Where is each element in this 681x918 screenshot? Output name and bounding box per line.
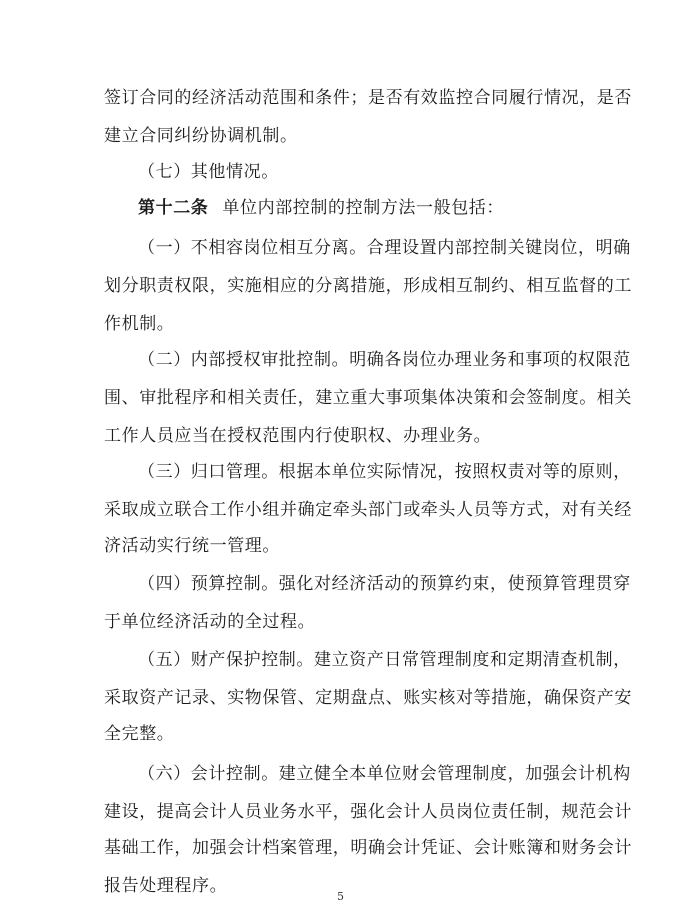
text-line: 工作人员应当在授权范围内行使职权、办理业务。 (104, 426, 492, 446)
text-line: 报告处理程序。 (104, 876, 228, 896)
text-line: （六）会计控制。建立健全本单位财会管理制度，加强会计机构 (138, 764, 631, 784)
article-text: 单位内部控制的控制方法一般包括： (222, 198, 505, 218)
text-line: 采取成立联合工作小组并确定牵头部门或牵头人员等方式，对有关经 (104, 500, 632, 520)
text-line: （三）归口管理。根据本单位实际情况，按照权责对等的原则， (138, 462, 631, 482)
page-number: 5 (337, 890, 344, 903)
text-line: 签订合同的经济活动范围和条件；是否有效监控合同履行情况，是否 (104, 88, 632, 108)
text-line: 于单位经济活动的全过程。 (104, 612, 316, 632)
text-line: 作机制。 (104, 314, 175, 334)
text-line: （五）财产保护控制。建立资产日常管理制度和定期清查机制， (138, 650, 631, 670)
text-line: 基础工作，加强会计档案管理，明确会计凭证、会计账簿和财务会计 (104, 838, 632, 858)
text-line: （四）预算控制。强化对经济活动的预算约束，使预算管理贯穿 (138, 574, 631, 594)
text-line: 建设，提高会计人员业务水平，强化会计人员岗位责任制，规范会计 (104, 802, 632, 822)
text-line: 划分职责权限，实施相应的分离措施，形成相互制约、相互监督的工 (104, 276, 632, 296)
text-line: （二）内部授权审批控制。明确各岗位办理业务和事项的权限范 (138, 350, 631, 370)
text-line: 采取资产记录、实物保管、定期盘点、账实核对等措施，确保资产安 (104, 688, 632, 708)
text-line: 围、审批程序和相关责任，建立重大事项集体决策和会签制度。相关 (104, 388, 632, 408)
text-line: （七）其他情况。 (138, 162, 279, 182)
text-line: 济活动实行统一管理。 (104, 536, 280, 556)
article-label: 第十二条 (138, 198, 209, 218)
text-line: 全完整。 (104, 724, 175, 744)
article-heading-line (104, 198, 504, 218)
text-line: （一）不相容岗位相互分离。合理设置内部控制关键岗位，明确 (138, 238, 631, 258)
text-line: 建立合同纠纷协调机制。 (104, 126, 298, 146)
